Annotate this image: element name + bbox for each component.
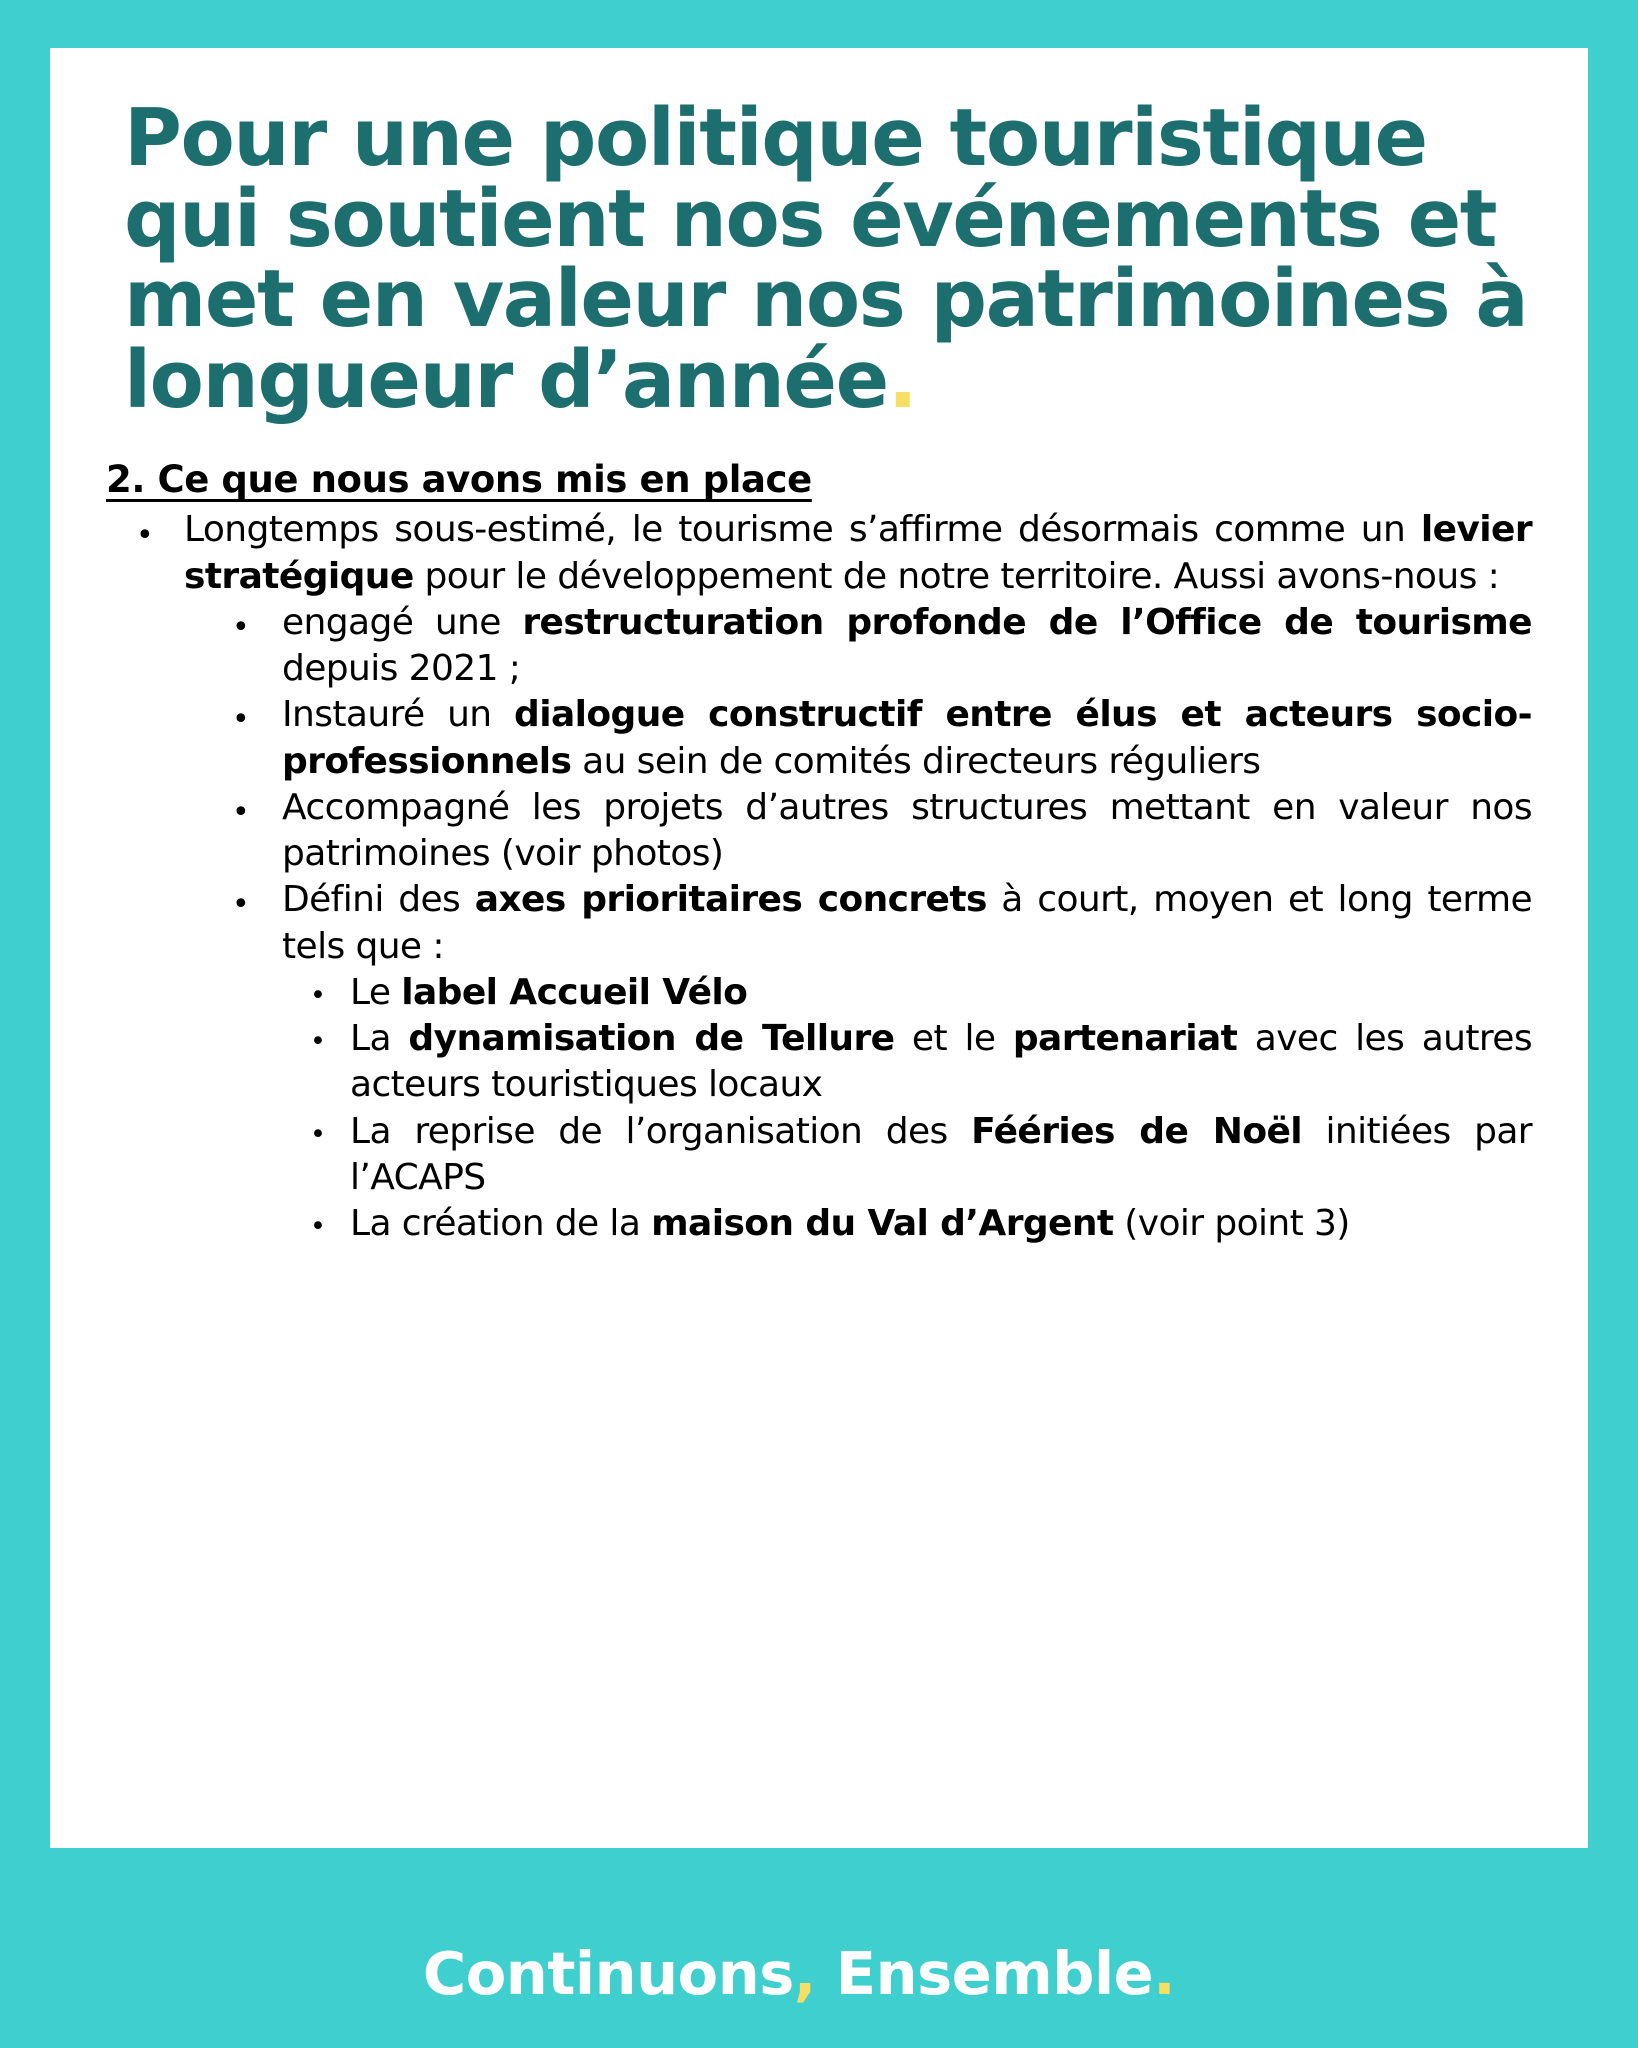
item-text-bold: restructuration profonde de l’Office de tourisme [522, 601, 1532, 643]
item-text-part: à court, moyen et long terme tels que : [282, 879, 1532, 967]
item-text-part: La création de la [350, 1203, 652, 1245]
footer-word-continuons: Continuons [422, 1939, 794, 2008]
item-text-bold: dynamisation de Tellure [408, 1018, 895, 1060]
title-accent-dot: . [887, 333, 917, 426]
bullet-glyph: • [232, 794, 250, 830]
list-item [284, 1016, 1532, 1109]
bullet-glyph: • [310, 1211, 326, 1243]
bullet-list-level-3 [284, 970, 1532, 1248]
item-text-bold: levier stratégique [184, 509, 1532, 597]
footer-slogan [0, 1939, 1638, 2008]
bullet-list-level-2 [202, 600, 1532, 1248]
item-text-part: Défini des [282, 879, 475, 921]
bullet-list-level-1 [106, 507, 1532, 1247]
content-card [50, 48, 1588, 1848]
item-text-part: Longtemps sous-estimé, le tourisme s’affirme désormais comme un [184, 509, 1421, 551]
bullet-glyph: • [232, 609, 250, 645]
bullet-glyph: • [136, 518, 154, 554]
title-line-3: met en valeur nos patrimoines à [124, 253, 1528, 346]
item-text-part: engagé une [282, 601, 523, 643]
page-title [124, 88, 1532, 426]
item-text-bold: Fééries de Noël [971, 1110, 1303, 1152]
item-text-part: depuis 2021 ; [282, 648, 521, 690]
item-text-part: et le [894, 1018, 1013, 1060]
footer-comma-accent: , [793, 1939, 816, 2008]
item-text-bold: label Accueil Vélo [401, 971, 748, 1013]
item-text-bold: dialogue constructif entre élus et acteurs socio-professionnels [282, 694, 1532, 782]
item-text-part: La reprise de l’organisation des [350, 1110, 972, 1152]
bullet-glyph: • [310, 979, 326, 1011]
list-item [106, 507, 1532, 600]
list-item [284, 1201, 1532, 1247]
list-item [284, 1109, 1532, 1202]
bullet-glyph: • [232, 887, 250, 923]
bullet-glyph: • [310, 1026, 326, 1058]
item-text-bold: maison du Val d’Argent [651, 1203, 1114, 1245]
title-line-1: Pour une politique touristique [124, 92, 1427, 184]
footer-dot-accent: . [1153, 1939, 1176, 2008]
title-line-4: longueur d’année [124, 333, 888, 426]
list-item [202, 692, 1532, 785]
item-text-part: avec les autres acteurs touristiques locaux [350, 1018, 1533, 1106]
list-item [284, 970, 1532, 1016]
list-item [202, 877, 1532, 970]
item-text-part: pour le développement de notre territoire. Aussi avons-nous : [413, 555, 1500, 597]
item-text-part: au sein de comités directeurs réguliers [571, 740, 1261, 782]
item-text-part: initiées par l’ACAPS [350, 1110, 1532, 1198]
item-text-bold: axes prioritaires concrets [474, 879, 987, 921]
item-text-part: La [350, 1018, 409, 1060]
item-text-bold: partenariat [1012, 1018, 1238, 1060]
item-text-part: (voir point 3) [1113, 1203, 1350, 1245]
item-text-part: Instauré un [282, 694, 515, 736]
title-line-2: qui soutient nos événements et [124, 172, 1497, 265]
item-text-part: Le [350, 971, 402, 1013]
footer-word-ensemble: Ensemble [815, 1939, 1154, 2008]
bullet-glyph: • [232, 702, 250, 738]
item-text-part: Accompagné les projets d’autres structures mettant en valeur nos patrimoines (voir photos) [282, 786, 1532, 875]
list-item [202, 600, 1532, 693]
list-item [202, 785, 1532, 878]
bullet-glyph: • [310, 1118, 326, 1150]
section-heading: 2. Ce que nous avons mis en place [106, 458, 812, 502]
